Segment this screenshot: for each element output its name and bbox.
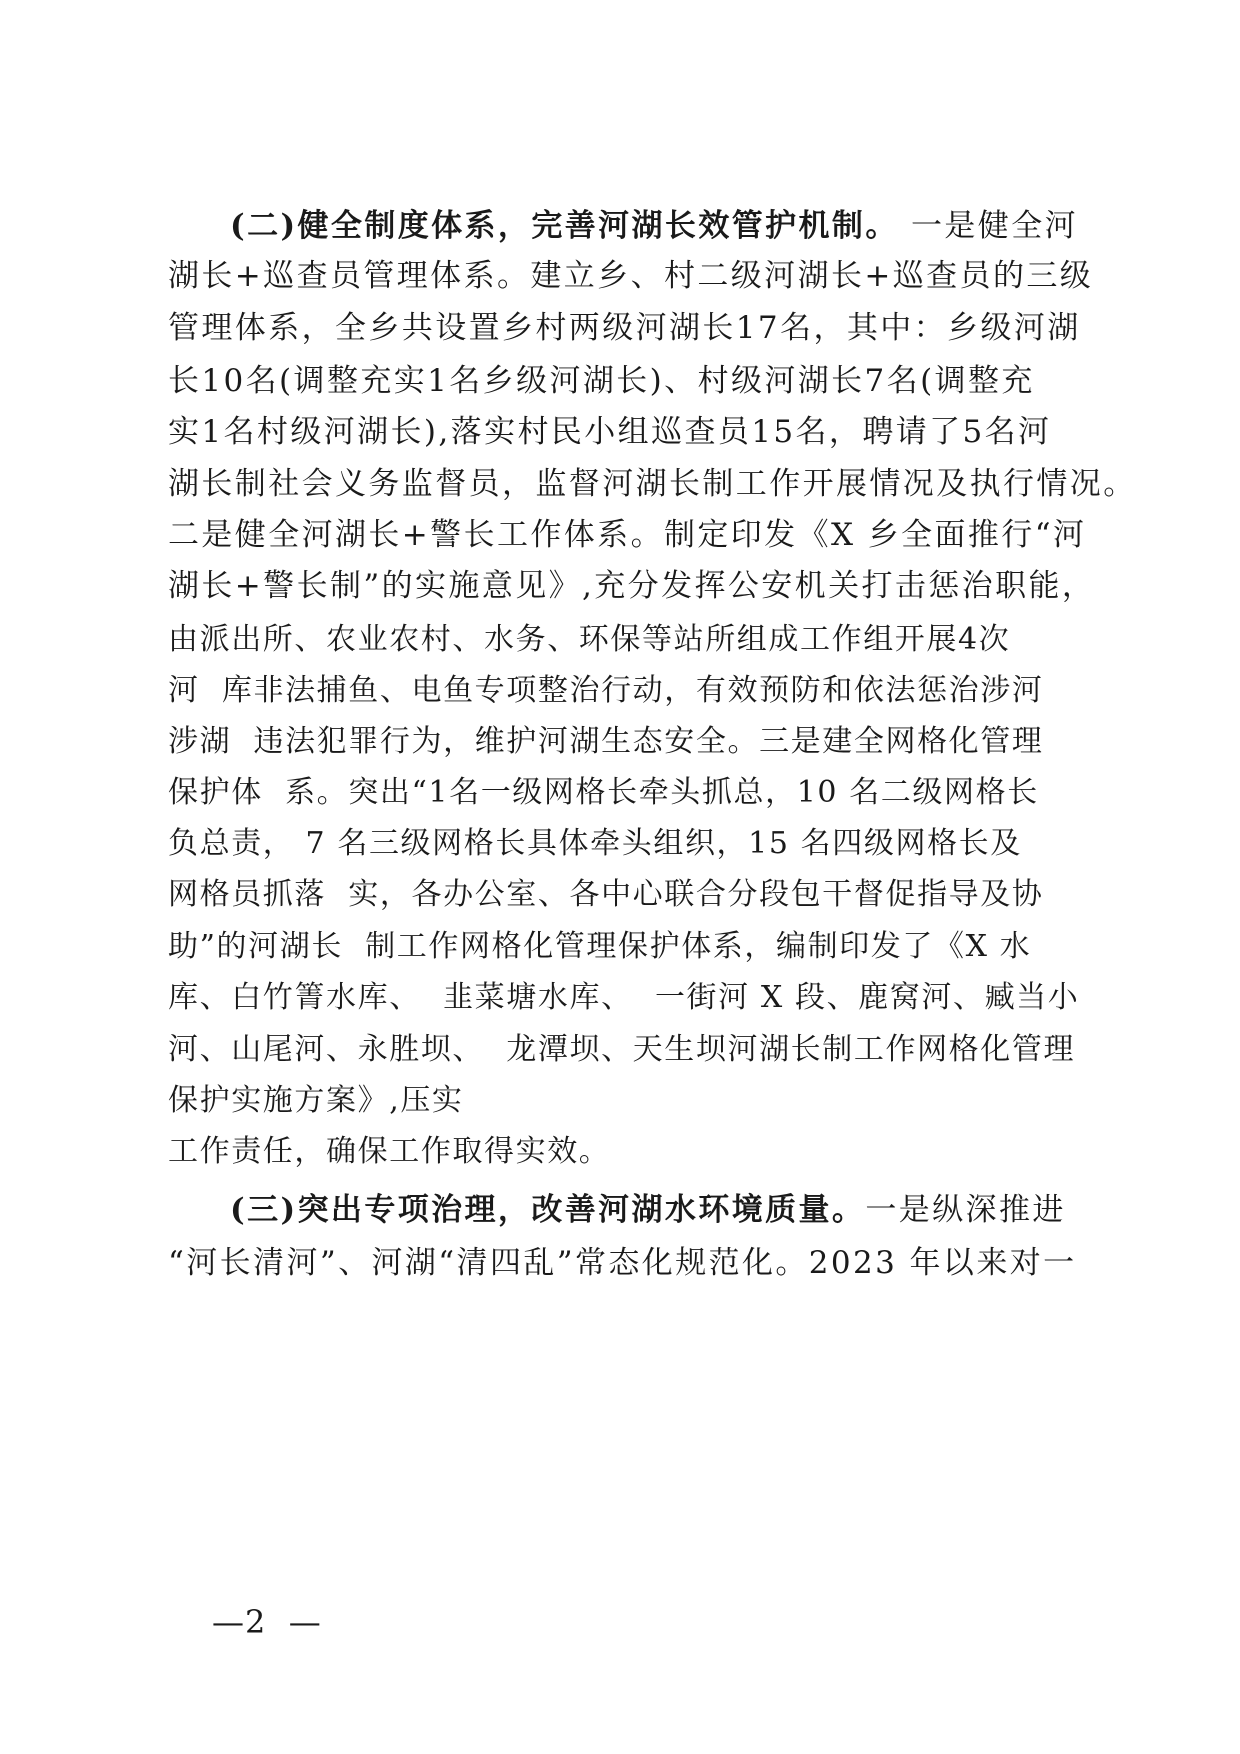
paragraph-line: 工作责任，确保工作取得实效。: [168, 1134, 611, 1169]
section-heading: (三)突出专项治理，改善河湖水环境质量。: [230, 1192, 866, 1228]
page-number: —2 —: [212, 1603, 322, 1641]
section-heading: (二)健全制度体系，完善河湖长效管护机制。: [230, 208, 899, 244]
paragraph-line: 二是健全河湖长+警长工作体系。制定印发《X 乡全面推行“河: [168, 517, 1087, 553]
paragraph-line: 助”的河湖长 制工作网格化管理保护体系，编制印发了《X 水: [168, 929, 1032, 964]
paragraph-line: “河长清河”、河湖“清四乱”常态化规范化。2023 年以来对一: [168, 1245, 1077, 1281]
paragraph-line: 长10名(调整充实1名乡级河湖长)、村级河湖长7名(调整充: [168, 363, 1035, 399]
paragraph-line: 网格员抓落 实，各办公室、各中心联合分段包干督促指导及协: [168, 877, 1044, 912]
paragraph-line: 保护实施方案》,压实: [168, 1083, 464, 1118]
paragraph-text: 一是纵深推进: [865, 1192, 1066, 1228]
paragraph-line: 负总责， 7 名三级网格长具体牵头组织，15 名四级网格长及: [168, 826, 1022, 861]
paragraph-line: 湖长制社会义务监督员，监督河湖长制工作开展情况及执行情况。: [168, 466, 1137, 502]
paragraph-line: [230, 1190, 1066, 1230]
paragraph-line: 湖长+巡查员管理体系。建立乡、村二级河湖长+巡查员的三级: [168, 258, 1094, 294]
paragraph-line: 湖长+警长制”的实施意见》,充分发挥公安机关打击惩治职能，: [168, 568, 1096, 604]
paragraph-line: 管理体系，全乡共设置乡村两级河湖长17名，其中：乡级河湖: [168, 310, 1081, 346]
paragraph-line: 河、山尾河、永胜坝、 龙潭坝、天生坝河湖长制工作网格化管理: [168, 1032, 1076, 1067]
paragraph-line: 由派出所、农业农村、水务、环保等站所组成工作组开展4次: [168, 622, 1011, 657]
paragraph-line: [230, 206, 1078, 246]
paragraph-line: 库、白竹箐水库、 韭菜塘水库、 一街河 X 段、鹿窝河、臧当小: [168, 980, 1080, 1015]
paragraph-line: 实1名村级河湖长),落实村民小组巡查员15名，聘请了5名河: [168, 414, 1052, 450]
paragraph-line: 涉湖 违法犯罪行为，维护河湖生态安全。三是建全网格化管理: [168, 724, 1044, 759]
paragraph-text: 一是健全河: [898, 208, 1078, 244]
paragraph-line: 保护体 系。突出“1名一级网格长牵头抓总，10 名二级网格长: [168, 775, 1039, 810]
paragraph-line: 河 库非法捕鱼、电鱼专项整治行动，有效预防和依法惩治涉河: [168, 673, 1044, 708]
